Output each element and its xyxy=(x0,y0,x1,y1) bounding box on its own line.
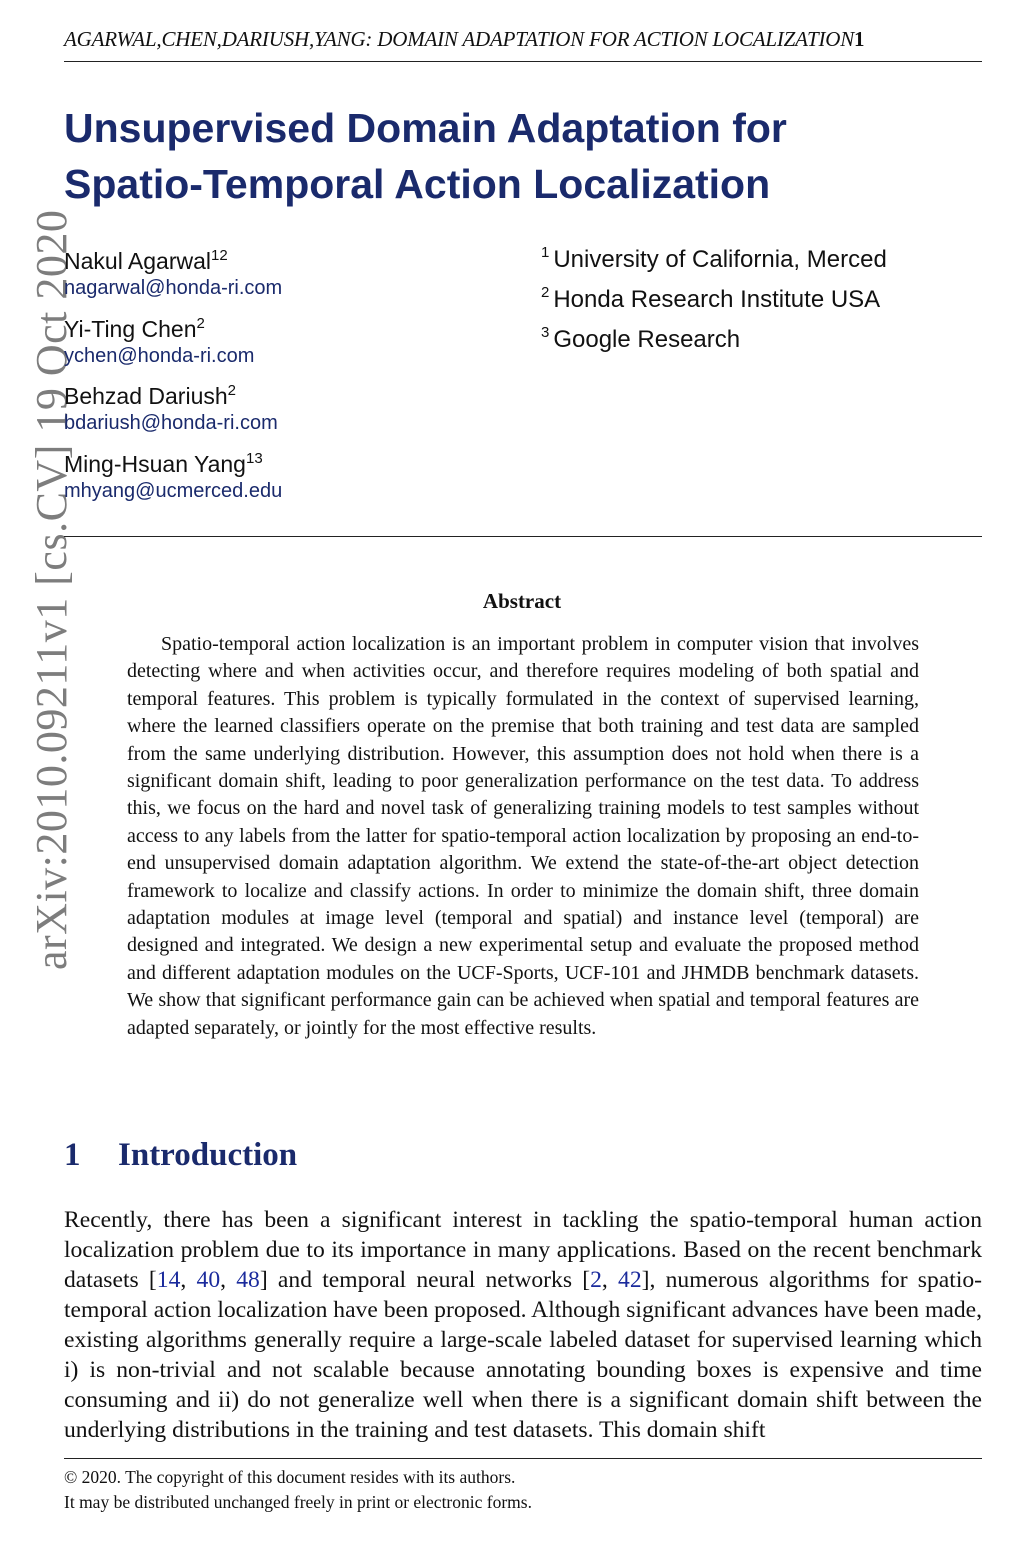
affiliation-1 xyxy=(541,245,887,275)
citation-separator: , xyxy=(601,1267,619,1293)
citation-separator: , xyxy=(220,1267,237,1293)
citation-link[interactable]: 48 xyxy=(236,1267,260,1293)
intro-text-segment: ] and temporal neural networks [ xyxy=(259,1267,591,1293)
footnote-rule xyxy=(64,1458,982,1459)
author-email[interactable]: bdariush@honda-ri.com xyxy=(64,412,278,434)
running-head xyxy=(64,27,982,52)
author-email[interactable]: ychen@honda-ri.com xyxy=(64,345,255,367)
author-name-text: Yi-Ting Chen xyxy=(64,316,197,342)
affiliation-sup: 2 xyxy=(541,284,550,301)
author-sup: 2 xyxy=(227,382,236,399)
author-name xyxy=(64,247,282,275)
author-sup: 13 xyxy=(245,450,263,467)
citation-link[interactable]: 2 xyxy=(590,1267,602,1293)
paper-title xyxy=(64,100,964,212)
affiliation-2 xyxy=(541,285,880,315)
intro-text-segment: ], numerous algorithms for spatio-temporal action localization have been proposed. Although significant advances have been made, existing algorithms generally require a large-scale labeled dataset for supervised learning which i) is non-trivial and not scalable because annotating bounding boxes is expensive and time consuming and ii) do not generalize well when there is a significant domain shift between the underlying distributions in the training and test datasets. This domain shift xyxy=(64,1267,983,1443)
author-divider-rule xyxy=(64,536,982,537)
citation-link[interactable]: 42 xyxy=(618,1267,642,1293)
author-block-2 xyxy=(64,315,254,369)
citation-link[interactable]: 40 xyxy=(196,1267,221,1293)
title-line-2: Spatio-Temporal Action Localization xyxy=(64,161,771,207)
title-line-1: Unsupervised Domain Adaptation for xyxy=(64,105,787,151)
intro-text-segment: Recently, there has been a significant interest in tackling the spatio-temporal human action localization problem due to its importance in many applications. Based on the recent benchmark datasets [ xyxy=(64,1207,982,1293)
abstract-text: Spatio-temporal action localization is an important problem in computer vision that involves detecting where and when activities occur, and therefore requires modeling of both spatial and temporal features. This problem is typically formulated in the context of supervised learning, where the learned classifiers operate on the premise that both training and test data are sampled from the same underlying distribution. However, this assumption does not hold when there is a significant domain shift, leading to poor generalization performance on the test data. To address this, we focus on the hard and novel task of generalizing training models to test samples without access to any labels from the latter for spatio-temporal action localization by proposing an end-to-end unsupervised domain adaptation algorithm. We extend the state-of-the-art object detection framework to localize and classify actions. In order to minimize the domain shift, three domain adaptation modules at image level (temporal and spatial) and instance level (temporal) are designed and integrated. We design a new experimental setup and evaluate the proposed method and different adaptation modules on the UCF-Sports, UCF-101 and JHMDB benchmark datasets. We show that significant performance gain can be achieved when spatial and temporal features are adapted separately, or jointly for the most effective results. xyxy=(127,633,919,1039)
author-name xyxy=(64,450,282,478)
author-name-text: Ming-Hsuan Yang xyxy=(64,451,246,477)
affiliation-sup: 3 xyxy=(541,324,550,341)
arxiv-stamp: arXiv:2010.09211v1 [cs.CV] 19 Oct 2020 xyxy=(27,209,76,970)
author-name-text: Behzad Dariush xyxy=(64,383,228,409)
citation-link[interactable]: 14 xyxy=(156,1267,181,1293)
page-number: 1 xyxy=(854,27,865,51)
header-rule xyxy=(64,61,982,62)
author-block-3 xyxy=(64,382,278,436)
footnote-line-2: It may be distributed unchanged freely in print or electronic forms. xyxy=(64,1492,532,1512)
author-name xyxy=(64,315,254,343)
author-sup: 12 xyxy=(211,247,228,264)
affiliation-3 xyxy=(541,325,740,355)
abstract-heading: Abstract xyxy=(482,589,562,613)
section-number: 1 xyxy=(64,1137,81,1173)
author-name-text: Nakul Agarwal xyxy=(64,248,212,274)
affiliation-name: Google Research xyxy=(553,326,741,353)
section-heading-introduction xyxy=(64,1137,297,1174)
section-title: Introduction xyxy=(118,1137,298,1173)
running-head-text: AGARWAL,CHEN,DARIUSH,YANG: DOMAIN ADAPTATION FOR ACTION LOCALIZATION xyxy=(64,27,855,51)
introduction-paragraph xyxy=(64,1205,982,1445)
author-name xyxy=(64,382,278,410)
affiliation-sup: 1 xyxy=(541,244,550,261)
author-email[interactable]: nagarwal@honda-ri.com xyxy=(64,277,283,299)
affiliation-name: Honda Research Institute USA xyxy=(553,286,881,313)
author-email[interactable]: mhyang@ucmerced.edu xyxy=(64,480,283,502)
author-sup: 2 xyxy=(196,315,205,332)
affiliation-name: University of California, Merced xyxy=(553,246,887,273)
author-block-4 xyxy=(64,450,282,504)
author-block-1 xyxy=(64,247,282,301)
copyright-footnote xyxy=(64,1465,532,1515)
footnote-line-1: © 2020. The copyright of this document resides with its authors. xyxy=(64,1467,516,1487)
citation-separator: , xyxy=(180,1267,197,1293)
